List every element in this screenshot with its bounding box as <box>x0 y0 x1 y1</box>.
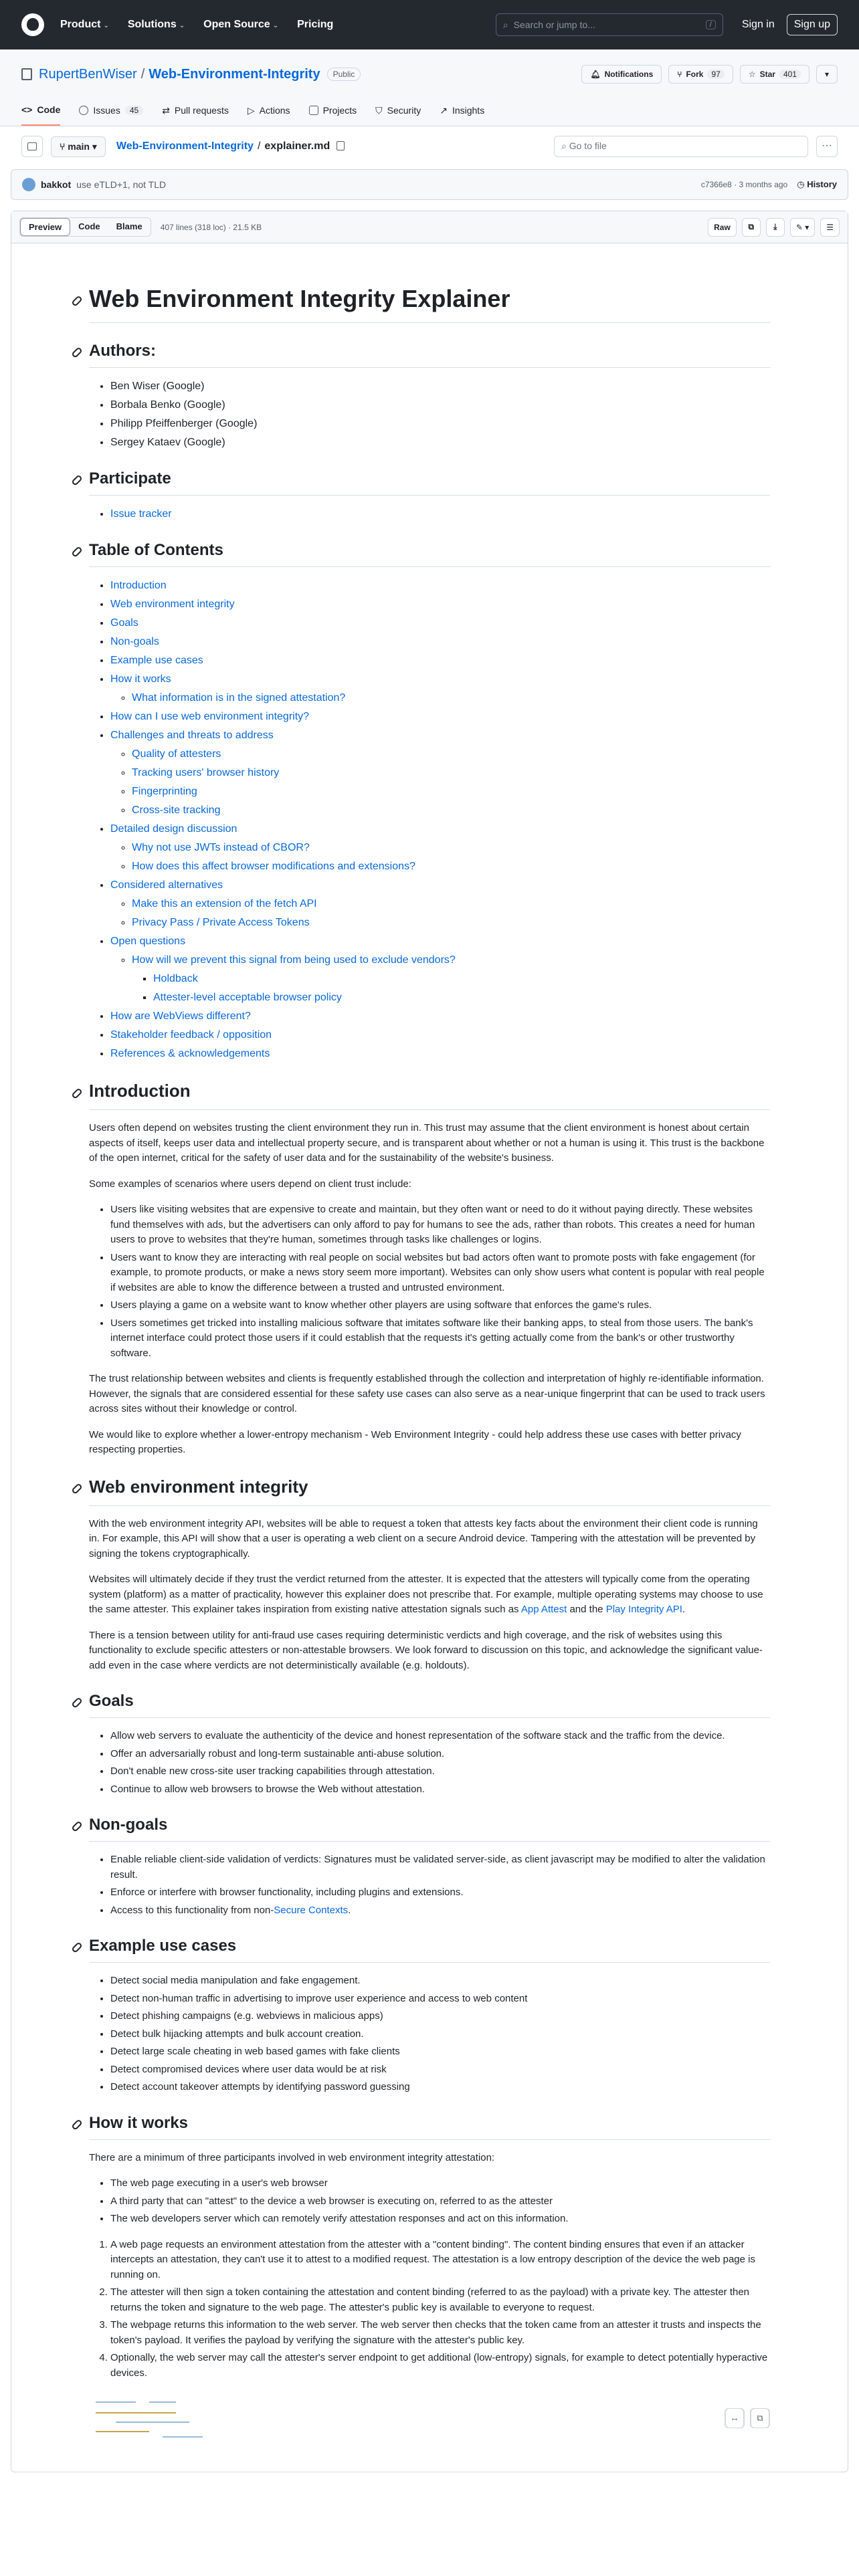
repo-tabs <box>21 98 838 126</box>
list-item: • Borbala Benko (Google) <box>110 397 770 413</box>
blame-tab[interactable]: Blame <box>116 221 142 231</box>
diagram-thumbnail[interactable] <box>89 2395 223 2442</box>
visibility-badge: Public <box>327 68 361 81</box>
markdown-body <box>11 243 848 2472</box>
scenario-list <box>110 1202 770 1361</box>
star-button[interactable]: ☆ Star 401 <box>740 65 809 84</box>
list-item: • Users playing a game on a website want to know whether other players are using software that enforces the game's rules. <box>110 1298 770 1313</box>
link-icon[interactable] <box>71 546 83 558</box>
bell-icon: 🔔︎ <box>590 70 601 79</box>
list-item <box>110 506 770 522</box>
list-item: • Don't enable new cross-site user tracking capabilities through attestation. <box>110 1764 770 1780</box>
clock-icon: ◷ <box>797 179 807 189</box>
list-item: • Detect large scale cheating in web based games with fake clients <box>110 2044 770 2060</box>
goals-list <box>110 1729 770 1797</box>
list-item: • Continue to allow web browsers to browse the Web without attestation. <box>110 1782 770 1798</box>
notifications-button[interactable]: 🔔︎ Notifications <box>581 65 662 84</box>
toc-link[interactable]: References & acknowledgements <box>110 1048 270 1059</box>
toc-link[interactable]: Privacy Pass / Private Access Tokens <box>132 917 310 928</box>
sign-in-link[interactable]: Sign in <box>741 19 775 30</box>
list-item: • Enforce or interfere with browser functionality, including plugins and extensions. <box>110 1885 770 1901</box>
code-tab[interactable]: Code <box>78 221 100 231</box>
paragraph: Websites will ultimately decide if they trust the verdict returned from the attester. It is expected that the attesters will typically come from the operating system (platform) as a matter of practicality, however this explainer does not prescribe that. For example, multiple operating systems may choose to use the same attester. This explainer takes inspiration from existing native attestation signals such as App Attest and the Play Integrity API. <box>89 1574 763 1615</box>
paragraph: Some examples of scenarios where users depend on client trust include: <box>89 1178 411 1190</box>
list-item: • A third party that can "attest" to the device a web browser is executing on, referred to as the attester <box>110 2194 770 2210</box>
repo-icon <box>21 68 32 80</box>
toc-list <box>110 578 770 1062</box>
list-item: • Sergey Kataev (Google) <box>110 435 770 451</box>
kebab-icon: ··· <box>822 140 832 151</box>
app-attest-link[interactable]: App Attest <box>520 1604 567 1615</box>
list-item: • Detect phishing campaigns (e.g. webviews in malicious apps) <box>110 2009 770 2024</box>
non-goals-list <box>110 1852 770 1918</box>
fork-icon: ⑂ <box>677 70 682 79</box>
heading-web-environment-integrity: Web environment integrity <box>89 1474 770 1506</box>
view-mode-toggle <box>19 217 151 237</box>
toc-link[interactable]: Cross-site tracking <box>132 804 221 816</box>
list-item: • Detect compromised devices where user data would be at risk <box>110 2062 770 2078</box>
toc-link[interactable]: Tracking users' browser history <box>132 767 280 778</box>
github-logo-icon[interactable] <box>21 13 44 36</box>
heading-authors: Authors: <box>89 339 770 368</box>
toc-link[interactable]: How can I use web environment integrity? <box>110 711 310 722</box>
sequence-diagram <box>89 2391 770 2445</box>
list-item: • Detect account takeover attempts by identifying password guessing <box>110 2080 770 2095</box>
repo-title: RupertBenWiser / Web-Environment-Integrity <box>39 66 320 82</box>
star-dropdown-button[interactable] <box>816 65 838 84</box>
chevron-down-icon: ⌄ <box>179 22 185 29</box>
star-icon: ☆ <box>748 70 756 79</box>
preview-tab[interactable]: Preview <box>20 218 70 236</box>
copy-icon: ⧉ <box>751 2408 769 2428</box>
file-navigation <box>0 126 859 167</box>
list-item: 4. Optionally, the web server may call the attester's server endpoint to get additional (low-entropy) signals, for example to detect potentially hyperactive devices. <box>110 2351 770 2381</box>
participants-list <box>110 2176 770 2227</box>
repo-name-link[interactable]: Web-Environment-Integrity <box>149 66 320 82</box>
heading-example-use-cases: Example use cases <box>89 1934 770 1963</box>
list-item: • The web page executing in a user's web browser <box>110 2176 770 2191</box>
list-item: • The web developers server which can remotely verify attestation responses and act on this information. <box>110 2212 770 2227</box>
list-item: • Detect non-human traffic in advertising to improve user experience and access to web content <box>110 1992 770 2007</box>
global-nav <box>60 19 333 31</box>
commit-author-link[interactable]: bakkot <box>41 179 72 190</box>
raw-button[interactable]: Raw <box>708 218 737 237</box>
nav-solutions[interactable]: Solutions ⌄ <box>127 19 185 30</box>
list-item: • Users like visiting websites that are expensive to create and maintain, but they often want or need to do it without paying directly. These websites fund themselves with ads, but the advertisers can only afford to pay for humans to see the ads, rather than robots. This creates a need for human users to prove to websites that they're human, sometimes through tasks like challenges or logins. <box>110 1202 770 1248</box>
link-icon[interactable] <box>71 346 83 358</box>
toc-link[interactable]: Attester-level acceptable browser policy <box>153 992 342 1003</box>
nav-pricing[interactable]: Pricing <box>297 19 334 30</box>
heading-how-it-works: How it works <box>89 2111 770 2140</box>
heading-participate: Participate <box>89 467 770 496</box>
file-header <box>11 211 848 243</box>
toc-link[interactable]: What information is in the signed attestation? <box>132 692 346 704</box>
steps-list <box>110 2238 770 2381</box>
repo-header <box>0 49 859 126</box>
paragraph: We would like to explore whether a lower-entropy mechanism - Web Environment Integrity - could help address these use cases with better privacy respecting properties. <box>89 1428 741 1455</box>
more-options-button[interactable] <box>816 136 838 157</box>
global-header <box>0 0 859 49</box>
toc-link[interactable]: Considered alternatives <box>110 879 223 891</box>
list-item: • Ben Wiser (Google) <box>110 379 770 395</box>
issues-count: 45 <box>125 106 143 115</box>
code-icon: <> <box>21 104 33 115</box>
toc-link[interactable]: How will we prevent this signal from being used to exclude vendors? <box>132 954 456 966</box>
toc-link[interactable]: Stakeholder feedback / opposition <box>110 1029 272 1041</box>
copy-diagram-button[interactable] <box>750 2408 770 2428</box>
heading-goals: Goals <box>89 1689 770 1718</box>
toc-link[interactable]: How does this affect browser modifications and extensions? <box>132 861 415 872</box>
toggle-file-tree-button[interactable] <box>21 136 43 157</box>
link-icon[interactable] <box>71 1697 83 1709</box>
search-icon: ⌕ <box>502 19 508 30</box>
paragraph: There is a tension between utility for anti-fraud use cases requiring deterministic verdicts and high coverage, and the risk of websites using this functionality to exclude specific attesters or non-attestable browsers. We look forward to discussion on this topic, and acknowledge the significant value-add even in the case where verdicts are not deterministically available (e.g. holdouts). <box>89 1629 763 1671</box>
toc-link[interactable]: Make this an extension of the fetch API <box>132 898 317 909</box>
list-item: • Detect social media manipulation and fake engagement. <box>110 1973 770 1989</box>
paragraph: The trust relationship between websites and clients is frequently established through the collection and interpretation of highly re-identifiable information. However, the signals that are considered essential for these safety use cases can also serve as a near-unique fingerprint that can be used to track users across sites without their knowledge or control. <box>89 1373 765 1414</box>
play-icon: ▷ <box>247 104 255 116</box>
document-title: Web Environment Integrity Explainer <box>89 281 770 323</box>
copy-icon: ⧉ <box>748 222 755 231</box>
search-input[interactable]: ⌕ Search or jump to... / <box>496 13 723 36</box>
breadcrumb-repo-link[interactable]: Web-Environment-Integrity <box>116 140 254 152</box>
chevron-down-icon: ▾ <box>92 140 97 152</box>
use-cases-list <box>110 1973 770 2095</box>
authors-list <box>110 379 770 451</box>
sign-up-button[interactable]: Sign up <box>787 14 838 35</box>
tab-projects[interactable]: Projects <box>309 98 357 126</box>
tab-security[interactable]: ⛉ Security <box>375 104 421 116</box>
chevron-down-icon: ⌄ <box>103 22 109 29</box>
download-button[interactable] <box>766 218 785 237</box>
tab-issues[interactable]: Issues 45 <box>79 98 143 126</box>
nav-product[interactable]: Product ⌄ <box>60 19 109 30</box>
outline-button[interactable] <box>820 218 840 237</box>
secure-contexts-link[interactable]: Secure Contexts <box>274 1904 349 1916</box>
participate-list <box>110 506 770 522</box>
search-icon: ⌕ <box>561 140 569 151</box>
expand-diagram-button[interactable] <box>725 2408 745 2428</box>
copy-raw-button[interactable] <box>742 218 761 237</box>
arrows-horizontal-icon: ↔ <box>725 2408 744 2428</box>
chevron-down-icon: ▾ <box>824 70 829 79</box>
file-viewer <box>11 211 848 2472</box>
shortcut-key: / <box>706 20 716 29</box>
avatar[interactable] <box>22 178 35 191</box>
edit-button[interactable] <box>790 218 815 237</box>
sidebar-icon <box>27 142 37 150</box>
commit-sha[interactable]: c7366e8 · 3 months ago <box>700 180 788 189</box>
table-icon <box>309 106 318 115</box>
fork-count: 97 <box>707 70 724 79</box>
heading-non-goals: Non-goals <box>89 1813 770 1842</box>
pull-request-icon: ⇄ <box>162 104 170 116</box>
fork-button[interactable]: ⑂ Fork 97 <box>668 65 733 84</box>
commit-message[interactable]: use eTLD+1, not TLD <box>76 179 167 190</box>
issue-tracker-link[interactable]: Issue tracker <box>110 508 172 520</box>
branch-icon: ⑂ <box>60 140 68 152</box>
toc-link[interactable]: Fingerprinting <box>132 786 197 797</box>
issue-icon <box>79 106 88 115</box>
link-icon[interactable] <box>71 1087 83 1099</box>
toc-link[interactable]: Challenges and threats to address <box>110 730 274 741</box>
toc-link[interactable]: Detailed design discussion <box>110 823 237 835</box>
paragraph: Users often depend on websites trusting the client environment they run in. This trust may assume that the client environment is honest about certain aspects of itself, keeps user data and intellectual property secure, and is transparent about whether or not a human is using it. This trust is the backbone of the open internet, critical for the safety of user data and for the sustainability of the website's business. <box>89 1122 765 1164</box>
list-item: 2. The attester will then sign a token containing the attestation and content binding (referred to as the payload) with a private key. The attester then returns the token and signature to the web page. The attester's public key is available to everyone to request. <box>110 2285 770 2315</box>
heading-introduction: Introduction <box>89 1078 770 1110</box>
play-integrity-link[interactable]: Play Integrity API <box>605 1604 682 1615</box>
heading-toc: Table of Contents <box>89 538 770 567</box>
toc-link[interactable]: Web environment integrity <box>110 599 235 610</box>
link-icon[interactable] <box>71 1820 83 1832</box>
toc-link[interactable]: How are WebViews different? <box>110 1010 251 1022</box>
toc-link[interactable]: Quality of attesters <box>132 748 221 760</box>
list-item: • Users want to know they are interacting with real people on social websites but bad actors often want to promote posts with fake engagement (for example, to promote products, or make a news story seem more important). Websites can only show users what content is popular with real people if websites are able to know the difference between a trusted and untrusted environment. <box>110 1251 770 1296</box>
list-item: 3. The webpage returns this information to the web server. The web server then checks that the token came from an attester it trusts and inspects the token's payload. It verifies the payload by verifying the signature with the attester's public key. <box>110 2318 770 2348</box>
list-item: • Enable reliable client-side validation of verdicts: Signatures must be validated server-side, as client javascript may be modified to alter the validation result. <box>110 1852 770 1883</box>
file-meta: 407 lines (318 loc) · 21.5 KB <box>160 222 262 232</box>
link-icon[interactable] <box>71 2119 83 2131</box>
paragraph: With the web environment integrity API, websites will be able to request a token that attests key facts about the environment their client code is running in. For example, this API will show that a user is operating a web client on a secure Android device. Tampering with the attestation will be prevented by signing the tokens cryptographically. <box>89 1517 758 1560</box>
repo-owner-link[interactable]: RupertBenWiser <box>39 66 137 82</box>
list-item: • Philipp Pfeiffenberger (Google) <box>110 416 770 432</box>
link-icon[interactable] <box>71 474 83 486</box>
latest-commit-bar <box>11 169 848 200</box>
tab-actions[interactable]: ▷ Actions <box>247 104 290 116</box>
download-icon: ⤓ <box>773 222 777 231</box>
toc-link[interactable]: Open questions <box>110 936 186 947</box>
go-to-file-input[interactable]: ⌕ Go to file <box>554 136 808 157</box>
link-icon[interactable] <box>71 295 83 307</box>
list-item: • Allow web servers to evaluate the authenticity of the device and honest representation of the software stack and the traffic from the device. <box>110 1729 770 1744</box>
list-item: 1. A web page requests an environment attestation from the attester with a "content binding". The content binding ensures that even if an attacker intercepts an attestation, they can't use it to attest to a modified request. The attestation is a low entropy description of the device the web page is running on. <box>110 2238 770 2283</box>
tab-pull-requests[interactable]: ⇄ Pull requests <box>162 104 229 116</box>
chevron-down-icon: ⌄ <box>272 22 279 29</box>
copy-icon[interactable] <box>337 141 345 150</box>
tab-code[interactable]: <> Code <box>21 98 60 126</box>
toc-link[interactable]: Goals <box>110 617 138 629</box>
list-item: • Users sometimes get tricked into installing malicious software that imitates software like their banking apps, to steal from those users. The bank's internet interface could protect those users if it could establish that the requests it's getting actually come from the bank's or other trustworthy software. <box>110 1316 770 1362</box>
list-icon: ☰ <box>826 222 834 232</box>
history-button[interactable]: ◷ History <box>797 179 837 189</box>
branch-selector[interactable]: ⑂ main ▾ <box>51 136 106 157</box>
link-icon[interactable] <box>71 1941 83 1953</box>
toc-link[interactable]: Example use cases <box>110 655 203 666</box>
pencil-icon: ✎ ▾ <box>795 222 809 232</box>
shield-icon: ⛉ <box>375 104 383 116</box>
star-count: 401 <box>779 70 801 79</box>
toc-link[interactable]: Holdback <box>153 973 198 984</box>
toc-link[interactable]: Non-goals <box>110 636 159 647</box>
paragraph: There are a minimum of three participants involved in web environment integrity attestation: <box>89 2151 495 2163</box>
list-item: • Access to this functionality from non-Secure Contexts. <box>110 1903 770 1919</box>
toc-link[interactable]: How it works <box>110 673 171 685</box>
toc-link[interactable]: Introduction <box>110 580 167 591</box>
toc-link[interactable]: Why not use JWTs instead of CBOR? <box>132 842 310 853</box>
tab-insights[interactable]: ↗ Insights <box>440 104 485 116</box>
list-item: • Detect bulk hijacking attempts and bulk account creation. <box>110 2027 770 2042</box>
breadcrumb: Web-Environment-Integrity / explainer.md <box>116 140 345 152</box>
breadcrumb-filename: explainer.md <box>264 140 330 152</box>
nav-open-source[interactable]: Open Source ⌄ <box>203 19 279 30</box>
link-icon[interactable] <box>71 1483 83 1495</box>
graph-icon: ↗ <box>440 104 448 116</box>
list-item: • Offer an adversarially robust and long-term sustainable anti-abuse solution. <box>110 1747 770 1762</box>
